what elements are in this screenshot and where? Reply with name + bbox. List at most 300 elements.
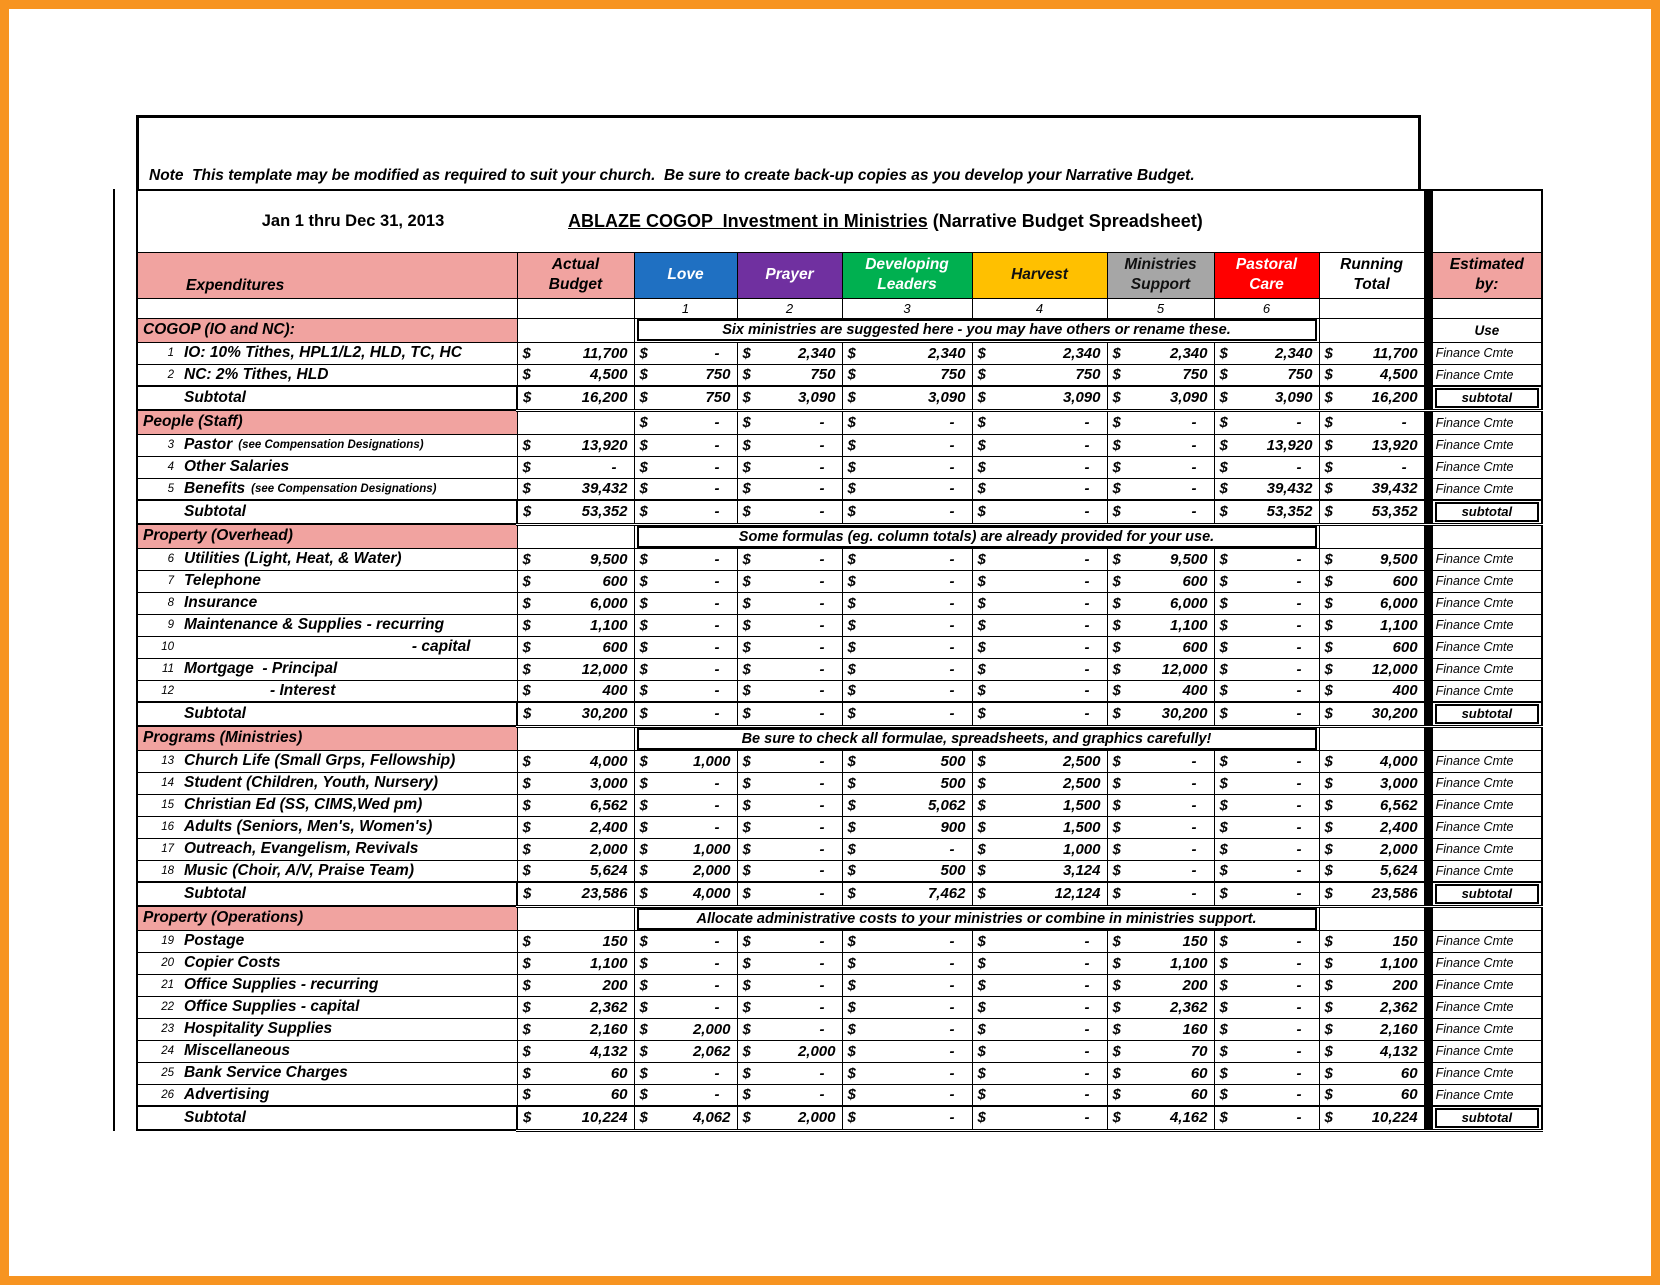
subtotal-ministry-cell	[1107, 702, 1214, 726]
currency-amount	[1215, 659, 1319, 680]
currency-amount	[518, 457, 634, 478]
section-actual-cell	[517, 906, 634, 930]
estimated-by-value: Finance Cmte	[1435, 956, 1514, 970]
black-separator	[1424, 794, 1432, 816]
running-total-cell	[1319, 592, 1424, 614]
dollar-sign: $	[1219, 1109, 1228, 1127]
ministry-amount-cell	[972, 1062, 1107, 1084]
row-number: 2	[167, 368, 174, 381]
dollar-sign: $	[977, 818, 986, 836]
ministry-amount-cell	[1107, 838, 1214, 860]
amount-value: 60	[610, 1064, 628, 1082]
dollar-sign: $	[742, 638, 751, 656]
currency-amount	[518, 861, 634, 882]
subtotal-ministry-cell	[842, 386, 972, 410]
amount-value: 11,700	[1372, 344, 1418, 362]
dollar-sign: $	[522, 660, 531, 678]
dollar-sign: $	[639, 885, 648, 903]
amount-value: -	[1084, 682, 1090, 700]
dollar-sign: $	[1112, 660, 1121, 678]
dollar-sign: $	[1219, 660, 1228, 678]
dollar-sign: $	[1219, 752, 1228, 770]
amount-value: 400	[1182, 682, 1208, 700]
estimated-by-value: Finance Cmte	[1435, 438, 1514, 452]
amount-value: 11,700	[582, 344, 628, 362]
amount-value: 60	[1400, 1086, 1418, 1104]
ministry-amount-cell	[1214, 996, 1319, 1018]
amount-value: 4,132	[589, 1042, 628, 1060]
amount-value: -	[1191, 414, 1197, 431]
currency-amount	[635, 615, 737, 636]
dollar-sign: $	[1112, 885, 1121, 903]
section-ministry-cell	[1107, 410, 1214, 434]
amount-value: 1,100	[1169, 954, 1208, 972]
amount-value: -	[949, 1042, 955, 1060]
currency-amount	[1215, 479, 1319, 500]
dollar-sign: $	[847, 840, 856, 858]
amount-value: 1,100	[1380, 954, 1418, 972]
ministry-amount-cell	[972, 364, 1107, 386]
ministry-number-2: 2	[737, 298, 842, 318]
black-separator	[1424, 478, 1432, 500]
ministry-amount-cell	[1107, 456, 1214, 478]
currency-amount	[738, 703, 842, 725]
currency-amount	[738, 387, 842, 409]
amount-value: -	[949, 660, 955, 678]
subtotal-ministry-cell	[634, 702, 737, 726]
section-header-row	[137, 726, 1542, 750]
subtotal-label: Subtotal	[184, 1109, 246, 1126]
amount-value: -	[949, 480, 955, 498]
dollar-sign: $	[742, 796, 751, 814]
black-separator	[1424, 1084, 1432, 1106]
amount-value: -	[714, 480, 720, 498]
currency-amount	[1215, 681, 1319, 702]
subtotal-ministry-cell	[1214, 1106, 1319, 1130]
amount-value: -	[1191, 840, 1197, 858]
dollar-sign: $	[977, 705, 986, 723]
ministry-amount-cell	[737, 614, 842, 636]
currency-amount	[843, 479, 972, 500]
currency-amount	[843, 659, 972, 680]
dollar-sign: $	[639, 480, 648, 498]
expense-row	[137, 592, 1542, 614]
amount-value: 2,400	[1380, 818, 1418, 836]
amount-value: -	[1296, 840, 1302, 858]
actual-budget-cell	[517, 342, 634, 364]
amount-value: 2,000	[692, 1020, 731, 1038]
currency-amount	[843, 1019, 972, 1040]
expense-label-cell	[137, 456, 517, 478]
currency-amount	[843, 549, 972, 570]
ministry-amount-cell	[737, 816, 842, 838]
dollar-sign: $	[1112, 389, 1121, 407]
expense-label-cell	[137, 570, 517, 592]
currency-amount	[843, 343, 972, 364]
amount-value: -	[949, 1109, 955, 1127]
amount-value: -	[1296, 932, 1302, 950]
currency-amount	[1215, 931, 1319, 952]
estimated-by-value: Finance Cmte	[1435, 618, 1514, 632]
dollar-sign: $	[1324, 414, 1333, 431]
currency-amount	[973, 1107, 1107, 1129]
dollar-sign: $	[977, 1086, 986, 1104]
expense-label: Pastor	[184, 436, 233, 453]
estimated-by-value: Finance Cmte	[1435, 1022, 1514, 1036]
estimated-by-value: Finance Cmte	[1435, 552, 1514, 566]
amount-value: -	[1296, 594, 1302, 612]
ministry-amount-cell	[1214, 680, 1319, 702]
estimated-by-header: Estimated by:	[1432, 252, 1542, 298]
dollar-sign: $	[742, 436, 751, 454]
ministry-amount-cell	[1214, 364, 1319, 386]
ministry-amount-cell	[972, 1018, 1107, 1040]
currency-amount	[518, 1107, 634, 1129]
dollar-sign: $	[1219, 503, 1228, 521]
currency-amount	[843, 839, 972, 860]
dollar-sign: $	[522, 1064, 531, 1082]
dollar-sign: $	[847, 682, 856, 700]
ministry-amount-cell	[737, 772, 842, 794]
currency-amount	[738, 817, 842, 838]
ministry-amount-cell	[972, 434, 1107, 456]
row-number: 6	[167, 553, 174, 565]
currency-amount	[1320, 637, 1424, 658]
ministry-amount-cell	[842, 342, 972, 364]
currency-amount	[843, 953, 972, 974]
currency-amount	[1108, 435, 1214, 456]
amount-value: 400	[1392, 682, 1418, 700]
dollar-sign: $	[977, 572, 986, 590]
black-separator	[1424, 500, 1432, 524]
expense-row	[137, 478, 1542, 500]
actual-budget-cell	[517, 364, 634, 386]
expense-row	[137, 680, 1542, 702]
currency-amount	[1320, 659, 1424, 680]
dollar-sign: $	[847, 1109, 856, 1127]
running-total-cell	[1319, 952, 1424, 974]
section-actual-cell	[517, 410, 634, 434]
amount-value: -	[1296, 752, 1302, 770]
currency-amount	[635, 435, 737, 456]
expense-label: Benefits	[184, 479, 246, 497]
currency-amount	[843, 751, 972, 772]
estimated-by-cell	[1432, 434, 1542, 456]
expense-row	[137, 838, 1542, 860]
subtotal-row	[137, 702, 1542, 726]
ministry-amount-cell	[1214, 974, 1319, 996]
dollar-sign: $	[977, 840, 986, 858]
dollar-sign: $	[1324, 682, 1333, 700]
dollar-sign: $	[1112, 1109, 1121, 1127]
running-total-cell	[1319, 658, 1424, 680]
estimated-by-value: Finance Cmte	[1435, 640, 1514, 654]
actual-budget-cell	[517, 614, 634, 636]
currency-amount	[1108, 1019, 1214, 1040]
currency-amount	[738, 343, 842, 364]
ministry-amount-cell	[842, 1040, 972, 1062]
ministry-amount-cell	[1107, 952, 1214, 974]
black-separator	[1424, 1018, 1432, 1040]
ministry-amount-cell	[737, 996, 842, 1018]
ministry-amount-cell	[1214, 592, 1319, 614]
ministry-amount-cell	[842, 794, 972, 816]
ministry-amount-cell	[1214, 658, 1319, 680]
ministry-amount-cell	[1107, 860, 1214, 882]
currency-amount	[973, 773, 1107, 794]
amount-value: 3,000	[589, 774, 628, 792]
ministry-number-4: 4	[972, 298, 1107, 318]
dollar-sign: $	[1324, 954, 1333, 972]
dollar-sign: $	[847, 594, 856, 612]
section-estimated-by-cell	[1432, 906, 1542, 930]
ministry-amount-cell	[1214, 570, 1319, 592]
ministry-amount-cell	[737, 930, 842, 952]
running-total-cell	[1319, 1040, 1424, 1062]
blank-cell	[1432, 298, 1542, 318]
black-separator	[1424, 318, 1432, 342]
dollar-sign: $	[522, 752, 531, 770]
ministry-amount-cell	[1107, 478, 1214, 500]
currency-amount	[1320, 1063, 1424, 1084]
ministry-amount-cell	[842, 996, 972, 1018]
amount-value: -	[819, 414, 825, 431]
dollar-sign: $	[742, 572, 751, 590]
amount-value: -	[1191, 796, 1197, 814]
section-header-row	[137, 410, 1542, 434]
amount-value: -	[714, 954, 720, 972]
amount-value: -	[1084, 1086, 1090, 1104]
currency-amount	[635, 549, 737, 570]
dollar-sign: $	[1112, 414, 1121, 431]
amount-value: -	[1084, 414, 1090, 431]
dollar-sign: $	[639, 976, 648, 994]
currency-amount	[1108, 997, 1214, 1018]
amount-value: -	[1191, 458, 1197, 476]
title-cell	[137, 190, 1424, 252]
dollar-sign: $	[1219, 862, 1228, 880]
actual-budget-cell	[517, 1018, 634, 1040]
expense-label: Miscellaneous	[184, 1042, 290, 1059]
currency-amount	[843, 681, 972, 702]
section-ministry-cell	[737, 410, 842, 434]
ministry-amount-cell	[842, 1018, 972, 1040]
ministry-amount-cell	[842, 680, 972, 702]
amount-value: 9,500	[1380, 550, 1418, 568]
black-separator	[1424, 524, 1432, 548]
page-title: ABLAZE COGOP Investment in Ministries (Narrative Budget Spreadsheet)	[568, 210, 1203, 231]
amount-value: 2,340	[927, 344, 966, 362]
section-banner: Six ministries are suggested here - you may have others or rename these.	[637, 319, 1317, 341]
dollar-sign: $	[1219, 550, 1228, 568]
currency-amount	[973, 817, 1107, 838]
subtotal-ministry-cell	[1214, 882, 1319, 906]
actual-budget-cell	[517, 930, 634, 952]
ministry-amount-cell	[634, 1084, 737, 1106]
dollar-sign: $	[977, 638, 986, 656]
amount-value: 1,500	[1062, 796, 1101, 814]
actual-budget-cell	[517, 548, 634, 570]
currency-amount	[843, 861, 972, 882]
black-separator	[1424, 974, 1432, 996]
currency-amount	[635, 773, 737, 794]
ministry-amount-cell	[634, 592, 737, 614]
amount-value: -	[714, 458, 720, 476]
dollar-sign: $	[1219, 976, 1228, 994]
dollar-sign: $	[977, 344, 986, 362]
currency-amount	[1215, 817, 1319, 838]
amount-value: -	[1191, 818, 1197, 836]
currency-amount	[518, 1085, 634, 1106]
estimated-by-value: Finance Cmte	[1435, 1087, 1514, 1102]
amount-value: -	[714, 976, 720, 994]
ministry-amount-cell	[972, 636, 1107, 658]
amount-value: -	[1296, 885, 1302, 903]
amount-value: 53,352	[581, 503, 628, 521]
currency-amount	[1108, 615, 1214, 636]
currency-amount	[738, 953, 842, 974]
dollar-sign: $	[847, 752, 856, 770]
expense-label-cell	[137, 1062, 517, 1084]
currency-amount	[1108, 593, 1214, 614]
ministry-amount-cell	[842, 1084, 972, 1106]
amount-value: 2,340	[797, 344, 836, 362]
ministry-amount-cell	[972, 1040, 1107, 1062]
currency-amount	[738, 997, 842, 1018]
amount-value: 12,000	[1371, 660, 1418, 678]
black-separator	[1424, 882, 1432, 906]
row-number: 17	[161, 843, 174, 855]
dollar-sign: $	[1324, 480, 1333, 498]
dollar-sign: $	[847, 1064, 856, 1082]
amount-value: -	[1296, 976, 1302, 994]
amount-value: -	[1084, 436, 1090, 454]
amount-value: 10,224	[1371, 1109, 1418, 1127]
currency-amount	[635, 751, 737, 772]
dollar-sign: $	[1112, 638, 1121, 656]
ministry-amount-cell	[737, 974, 842, 996]
dollar-sign: $	[977, 480, 986, 498]
ministry-amount-cell	[634, 478, 737, 500]
currency-amount	[1215, 773, 1319, 794]
ministry-amount-cell	[737, 1040, 842, 1062]
estimated-by-cell	[1432, 680, 1542, 702]
dollar-sign: $	[977, 616, 986, 634]
currency-amount	[518, 387, 634, 409]
subtotal-tag: subtotal	[1435, 704, 1540, 724]
currency-amount	[1320, 593, 1424, 614]
currency-amount	[1320, 773, 1424, 794]
dollar-sign: $	[1219, 796, 1228, 814]
ministry-amount-cell	[842, 952, 972, 974]
currency-amount	[1108, 412, 1214, 434]
estimated-by-value: Finance Cmte	[1435, 574, 1514, 588]
estimated-by-value: Finance Cmte	[1435, 346, 1514, 360]
amount-value: 9,500	[1169, 550, 1208, 568]
ministry-amount-cell	[1214, 772, 1319, 794]
note-line-1: Note This template may be modified as required to suit your church. Be sure to create back-up copies as you develop your Narrative Budget.	[149, 167, 1195, 184]
amount-value: 2,500	[1062, 752, 1101, 770]
expense-label: Office Supplies - capital	[184, 998, 360, 1015]
subtotal-actual-cell	[517, 386, 634, 410]
expense-label-cell	[137, 750, 517, 772]
subtotal-tag: subtotal	[1435, 884, 1540, 904]
expense-label: Insurance	[184, 594, 258, 611]
dollar-sign: $	[847, 616, 856, 634]
dollar-sign: $	[522, 1086, 531, 1104]
dollar-sign: $	[742, 752, 751, 770]
subtotal-label-cell	[137, 702, 517, 726]
ministry-amount-cell	[972, 570, 1107, 592]
expense-row	[137, 364, 1542, 386]
dollar-sign: $	[522, 796, 531, 814]
currency-amount	[973, 412, 1107, 434]
currency-amount	[1320, 387, 1424, 409]
dollar-sign: $	[847, 550, 856, 568]
amount-value: -	[1296, 660, 1302, 678]
dollar-sign: $	[1112, 840, 1121, 858]
ministry-amount-cell	[1214, 548, 1319, 570]
expense-label: - Interest	[270, 681, 336, 699]
amount-value: -	[714, 660, 720, 678]
estimated-by-cell	[1432, 1018, 1542, 1040]
dollar-sign: $	[1112, 458, 1121, 476]
ministry-amount-cell	[1107, 1062, 1214, 1084]
amount-value: 6,000	[589, 594, 628, 612]
amount-value: -	[1296, 616, 1302, 634]
expense-label: Postage	[184, 932, 245, 949]
black-separator	[1424, 1062, 1432, 1084]
dollar-sign: $	[639, 638, 648, 656]
dollar-sign: $	[977, 885, 986, 903]
column-header-row	[137, 252, 1542, 298]
row-number: 10	[161, 641, 174, 653]
actual-budget-cell	[517, 658, 634, 680]
estimated-by-value: Finance Cmte	[1435, 1066, 1514, 1080]
expense-row	[137, 996, 1542, 1018]
currency-amount	[738, 751, 842, 772]
estimated-by-value: Finance Cmte	[1435, 1000, 1514, 1014]
estimated-by-value: Finance Cmte	[1435, 367, 1514, 382]
ministry-amount-cell	[1214, 952, 1319, 974]
dollar-sign: $	[1219, 436, 1228, 454]
page-title-underlined: ABLAZE COGOP Investment in Ministries	[568, 210, 928, 231]
ministry-amount-cell	[737, 456, 842, 478]
black-separator	[1424, 1106, 1432, 1130]
currency-amount	[1108, 1085, 1214, 1106]
dollar-sign: $	[742, 885, 751, 903]
ministry-amount-cell	[634, 750, 737, 772]
dollar-sign: $	[1219, 954, 1228, 972]
currency-amount	[843, 1041, 972, 1062]
currency-amount	[973, 479, 1107, 500]
currency-amount	[843, 975, 972, 996]
amount-value: -	[949, 594, 955, 612]
amount-value: 4,500	[589, 366, 628, 384]
expense-label-cell	[137, 434, 517, 456]
amount-value: 7,462	[927, 885, 966, 903]
dollar-sign: $	[977, 1109, 986, 1127]
expense-label: Advertising	[184, 1085, 270, 1103]
estimated-by-cell	[1432, 1040, 1542, 1062]
dollar-sign: $	[1219, 1086, 1228, 1104]
amount-value: 750	[1075, 366, 1101, 384]
dollar-sign: $	[1324, 638, 1333, 656]
ministry-amount-cell	[1107, 592, 1214, 614]
subtotal-ministry-cell	[972, 386, 1107, 410]
dollar-sign: $	[1112, 572, 1121, 590]
dollar-sign: $	[1112, 616, 1121, 634]
